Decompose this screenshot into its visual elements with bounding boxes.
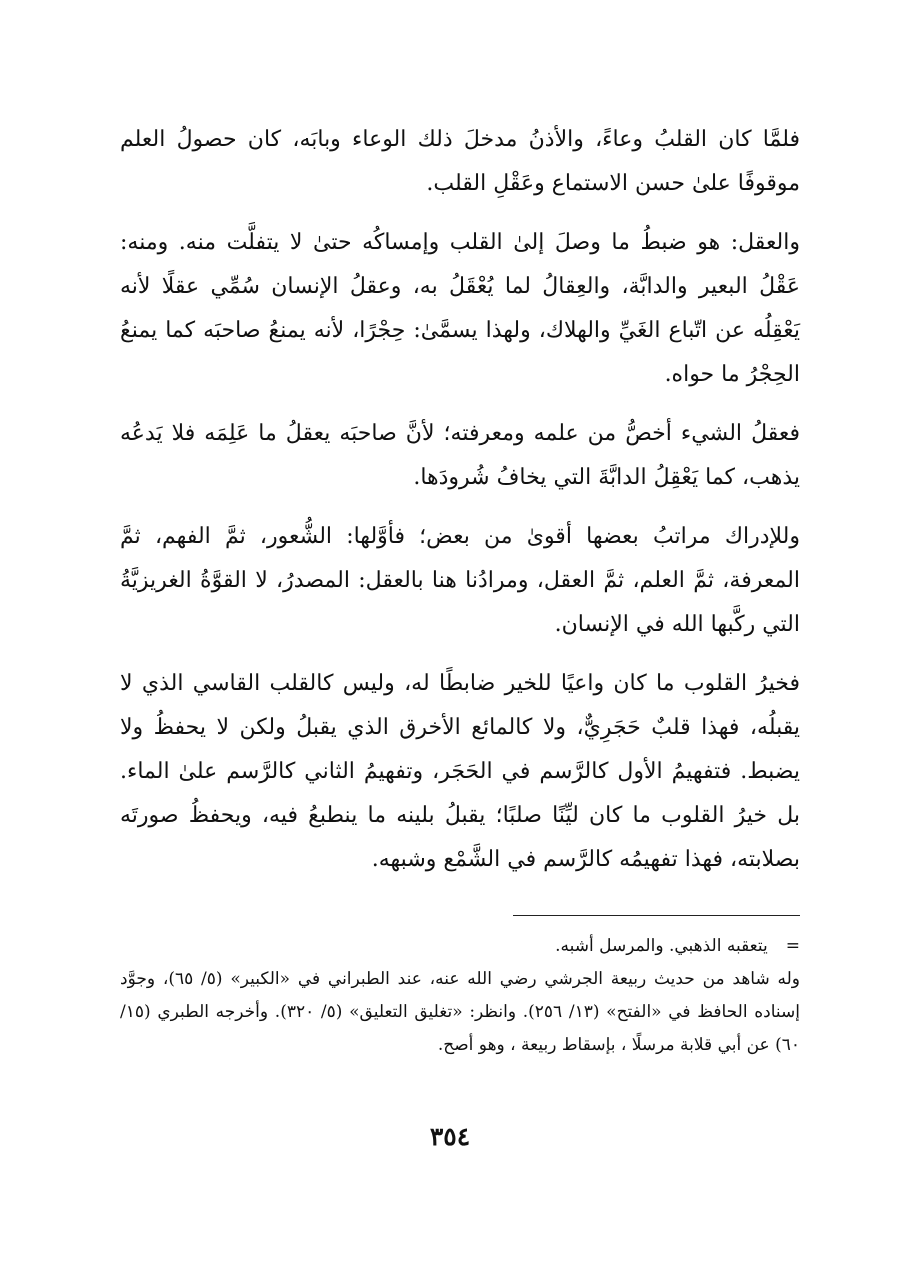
footnote-divider xyxy=(513,915,800,916)
main-text xyxy=(120,118,800,897)
footnotes xyxy=(120,930,800,1062)
paragraph-1: فلمَّا كان القلبُ وعاءً، والأذنُ مدخلَ ذلك الوعاء وبابَه، كان حصولُ العلم موقوفًا علىٰ حسن الاستماع وعَقْلِ القلب. xyxy=(120,127,800,196)
paragraph-3: فعقلُ الشيء أخصُّ من علمه ومعرفته؛ لأنَّ صاحبَه يعقلُ ما عَلِمَه فلا يَدعُه يذهب، كما يَعْقِلُ الدابَّةَ التي يخافُ شُرودَها. xyxy=(120,421,800,490)
paragraph-2: والعقل: هو ضبطُ ما وصلَ إلىٰ القلب وإمساكُه حتىٰ لا يتفلَّت منه. ومنه: عَقْلُ البعير والدابَّة، والعِقالُ لما يُعْقَلُ به، وعقلُ الإنسان سُمِّي عقلًا لأنه يَعْقِلُه عن اتّباع الغَيِّ والهلاك، ولهذا يسمَّىٰ: حِجْرًا، لأنه يمنعُ صاحبَه كما يمنعُ الحِجْرُ ما حواه. xyxy=(120,230,800,387)
continuation-mark: = xyxy=(785,936,800,956)
paragraph-5: فخيرُ القلوب ما كان واعيًا للخير ضابطًا له، وليس كالقلب القاسي الذي لا يقبلُه، فهذا قلبٌ حَجَرِيٌّ، ولا كالمائع الأخرق الذي يقبلُ ولكن لا يحفظُ ولا يضبط. فتفهيمُ الأول كالرَّسم في الحَجَر، وتفهيمُ الثاني كالرَّسم علىٰ الماء. بل خيرُ القلوب ما كان ليِّنًا صلبًا؛ يقبلُ بلينه ما ينطبعُ فيه، ويحفظُ صورتَه بصلابته، فهذا تفهيمُه كالرَّسم في الشَّمْع وشبهه. xyxy=(120,671,800,872)
footnote-body: وله شاهد من حديث ربيعة الجرشي رضي الله عنه، عند الطبراني في «الكبير» (٥/ ٦٥)، وجوَّد إسناده الحافظ في «الفتح» (١٣/ ٢٥٦). وانظر: «تغليق التعليق» (٥/ ٣٢٠). وأخرجه الطبري (١٥/ ٦٠) عن أبي قلابة مرسلًا ، بإسقاط ربيعة ، وهو أصح. xyxy=(120,969,801,1055)
paragraph-4: وللإدراك مراتبُ بعضها أقوىٰ من بعض؛ فأوَّلها: الشُّعور، ثمَّ الفهم، ثمَّ المعرفة، ثمَّ العلم، ثمَّ العقل، ومرادُنا هنا بالعقل: المصدرُ، لا القوَّةُ الغريزيَّةُ التي ركَّبها الله في الإنسان. xyxy=(120,524,800,637)
footnote-continuation xyxy=(120,930,800,963)
continuation-text: يتعقبه الذهبي. والمرسل أشبه. xyxy=(555,936,768,956)
page-number: ٣٥٤ xyxy=(429,1122,471,1151)
